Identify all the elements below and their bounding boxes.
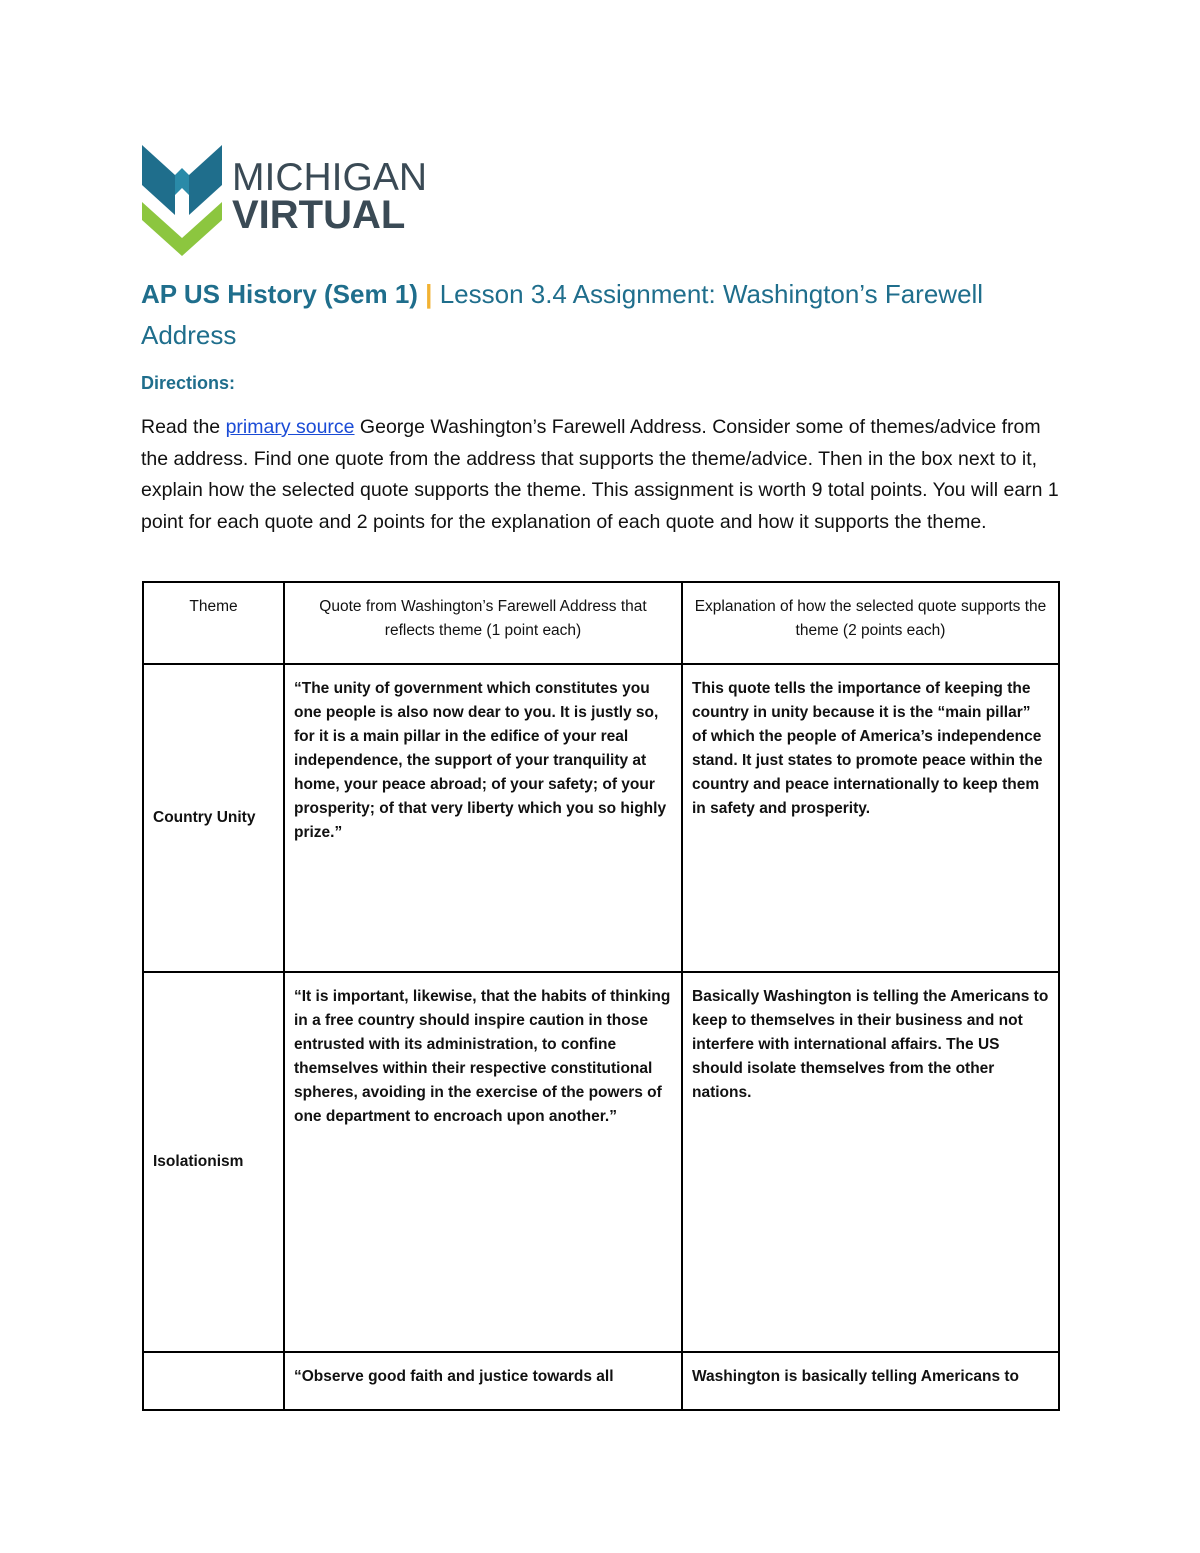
primary-source-link[interactable]: primary source [225, 416, 355, 438]
theme-cell: Isolationism [143, 972, 284, 1352]
table-row [143, 664, 1059, 972]
svg-text:MICHIGAN: MICHIGAN [232, 156, 427, 199]
michigan-virtual-logo [142, 140, 442, 258]
directions-text-start: Read the [141, 416, 226, 438]
table-row [143, 1352, 1059, 1410]
table-header-row [143, 582, 1059, 664]
theme-cell [143, 1352, 284, 1410]
svg-text:VIRTUAL: VIRTUAL [232, 193, 406, 237]
page-title [141, 274, 1081, 356]
quote-cell: “It is important, likewise, that the habits of thinking in a free country should inspire caution in those entrusted with its administration, to confine themselves within their respective constitutional spheres, avoiding in the exercise of the powers of one department to encroach upon another.” [284, 972, 682, 1352]
header-quote: Quote from Washington’s Farewell Address that reflects theme (1 point each) [284, 582, 682, 664]
quote-cell: “The unity of government which constitutes you one people is also now dear to you. It is justly so, for it is a main pillar in the edifice of your real independence, the support of your tranquility at home, your peace abroad; of your safety; of your prosperity; of that very liberty which you so highly prize.” [284, 664, 682, 972]
table-row [143, 972, 1059, 1352]
directions-text [141, 412, 1071, 538]
theme-cell: Country Unity [143, 664, 284, 972]
header-explanation: Explanation of how the selected quote supports the theme (2 points each) [682, 582, 1059, 664]
course-name: AP US History (Sem 1) [141, 279, 418, 309]
explanation-cell: Washington is basically telling Americans to [682, 1352, 1059, 1410]
explanation-cell: This quote tells the importance of keeping the country in unity because it is the “main pillar” of which the people of America’s independence stand. It just states to promote peace within the country and peace internationally to keep them in safety and prosperity. [682, 664, 1059, 972]
directions-text-rest: George Washington’s Farewell Address. Consider some of themes/advice from the address. Find one quote from the address that supports the theme/advice. Then in the box next to it, explain how the selected quote supports the theme. This assignment is worth 9 total points. You will earn 1 point for each quote and 2 points for the explanation of each quote and how it supports the theme. [141, 416, 1059, 533]
title-separator: | [425, 279, 433, 309]
header-theme: Theme [143, 582, 284, 664]
explanation-cell: Basically Washington is telling the Americans to keep to themselves in their business and not interfere with international affairs. The US should isolate themselves from the other nations. [682, 972, 1059, 1352]
directions-label: Directions: [141, 373, 236, 393]
assignment-table [142, 581, 1060, 1411]
lesson-title: Lesson 3.4 Assignment: Washington’s Farewell Address [141, 279, 984, 350]
quote-cell: “Observe good faith and justice towards all [284, 1352, 682, 1410]
